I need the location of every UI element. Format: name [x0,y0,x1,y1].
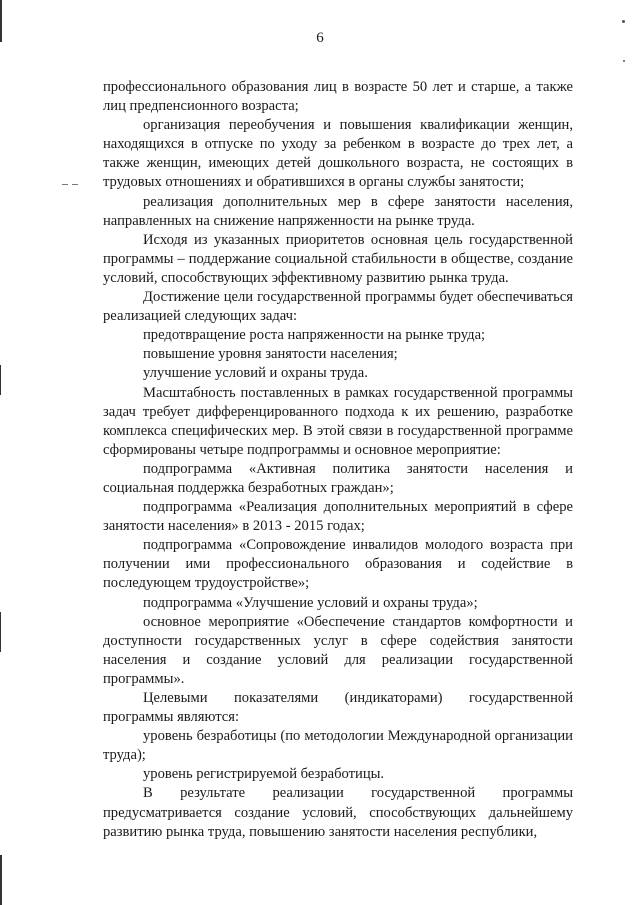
paragraph: реализация дополнительных мер в сфере занятости населения, направленных на снижение напряженности на рынке труда. [103,193,573,229]
paragraph: предотвращение роста напряженности на рынке труда; [143,327,486,344]
paragraph: В результате реализации государственной программы предусматривается создание условий, способствующих дальнейшему развитию рынка труда, повышению занятости населения республики, [103,785,573,840]
paragraph: повышение уровня занятости населения; [143,346,398,363]
scan-edge-mark [0,0,2,42]
paragraph: улучшение условий и охраны труда. [143,365,368,382]
paragraph: уровень безработицы (по методологии Международной организации труда); [103,728,573,764]
scan-edge-mark [0,612,1,652]
scan-edge-mark [0,855,2,905]
paragraph: подпрограмма «Активная политика занятости населения и социальная поддержка безработных граждан»; [103,460,573,496]
scan-dot [623,60,625,62]
paragraph: основное мероприятие «Обеспечение стандартов комфортности и доступности государственных услуг в сфере содействия занятости населения и создание условий для реализации государственной программы». [103,613,573,687]
paragraph: подпрограмма «Улучшение условий и охраны труда»; [143,594,478,611]
paragraph: Масштабность поставленных в рамках государственной программы задач требует дифференцированного подхода к их решению, разработке комплекса специфических мер. В этой связи в государственной программе сформированы четыре подпрограммы и основное мероприятие: [103,384,573,458]
paragraph: организация переобучения и повышения квалификации женщин, находящихся в отпуске по уходу за ребенком в возрасте до трех лет, а также женщин, имеющих детей дошкольного возраста, не состоящих в трудовых отношениях и обратившихся в органы службы занятости; [103,117,573,191]
paragraph: подпрограмма «Сопровождение инвалидов молодого возраста при получении ими профессионального образования и содействие в последующем трудоустройстве»; [103,537,573,592]
paragraph: Достижение цели государственной программы будет обеспечиваться реализацией следующих задач: [103,289,573,325]
scan-dash [62,184,68,185]
scan-dash [72,184,78,185]
scan-dot [622,20,625,23]
paragraph: уровень регистрируемой безработицы. [143,766,385,783]
paragraph: Исходя из указанных приоритетов основная цель государственной программы – поддержание социальной стабильности в обществе, создание условий, способствующих эффективному развитию рынка труда. [103,231,573,286]
scan-edge-mark [0,365,1,395]
paragraph: профессионального образования лиц в возрасте 50 лет и старше, а также лиц предпенсионного возраста; [103,79,573,115]
page-body-text [103,78,573,842]
paragraph: Целевыми показателями (индикаторами) государственной программы являются: [103,690,573,726]
paragraph: подпрограмма «Реализация дополнительных мероприятий в сфере занятости населения» в 2013 - 2015 годах; [103,499,573,535]
page-number: 6 [316,30,324,46]
